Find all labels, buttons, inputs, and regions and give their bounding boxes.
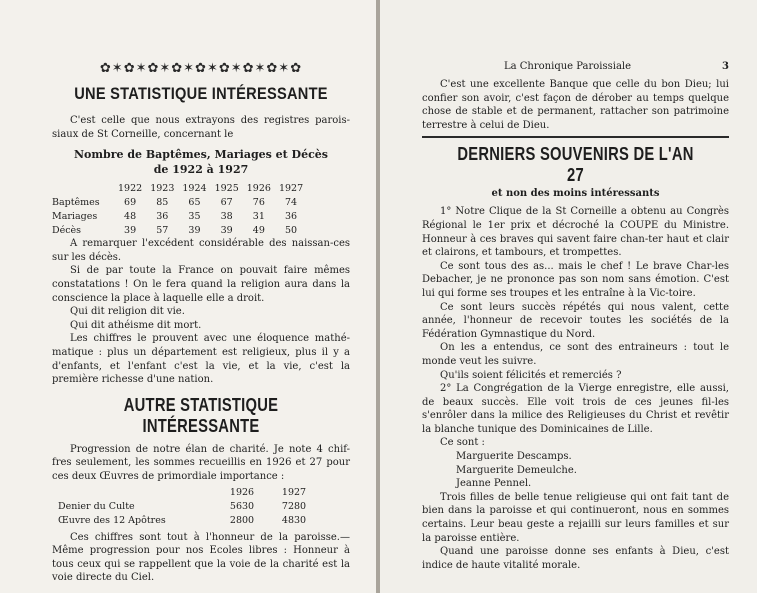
stat-title-line1: Nombre de Baptêmes, Mariages et Décès — [73, 148, 328, 162]
value-cell: 50 — [284, 224, 298, 236]
value-cell: 31 — [252, 210, 265, 222]
paragraph-atheisme: Qui dit athéisme dit mort. — [70, 319, 202, 331]
value-cell: 7280 — [281, 501, 307, 512]
subheading: et non des moins intéressants — [491, 188, 660, 200]
value-cell: 76 — [252, 196, 265, 208]
value-cell: 67 — [220, 196, 233, 208]
year-cell: 1927 — [281, 487, 307, 498]
paragraph-chiffres: Les chiffres le prouvent avec une éloquence mathé-matique : plus un département est religieux, plus il y a d'enfants, et l'enfant c'est la vie, et la vie, c'est la première richesse d'une nation. — [52, 333, 350, 386]
value-cell: 69 — [124, 196, 137, 208]
left-page — [0, 0, 376, 593]
value-cell: 85 — [156, 196, 169, 208]
year-cell: 1925 — [214, 182, 239, 194]
name-item: Marguerite Demeulche. — [456, 464, 577, 476]
stat-table-title — [52, 147, 350, 177]
value-cell: 36 — [284, 210, 298, 222]
right-page — [380, 0, 757, 593]
ornament-border: ✿✶✿✶✿✶✿✶✿✶✿✶✿✶✿✶✿ — [99, 61, 303, 76]
paragraph-excedent: A remarquer l'excédent considérable des naissan-ces sur les décès. — [52, 238, 350, 263]
name-item: Jeanne Pennel. — [456, 478, 532, 490]
year-cell: 1923 — [150, 182, 175, 194]
paragraph-clique: 1° Notre Clique de la St Corneille a obtenu au Congrès Régional le 1er prix et décroché la COUPE du Ministre. Honneur à ces braves qui savent faire chan-ter haut et clair et clairons, et tambours, et trompettes. — [422, 206, 729, 259]
stats-header-row — [52, 181, 307, 195]
row-label: Baptêmes — [52, 196, 100, 208]
paragraph-felicites: Qu'ils soient félicités et remerciés ? — [440, 369, 622, 381]
paragraph-progression: Progression de notre élan de charité. Je note 4 chif-fres seulement, les sommes recueillis en 1926 et 27 pour ces deux Œuvres de primordiale importance : — [52, 443, 350, 482]
stats-table — [52, 181, 307, 237]
stat-title-line2: de 1922 à 1927 — [153, 163, 249, 177]
intro-paragraph: C'est celle que nous extrayons des registres parois-siaux de St Corneille, concernant le — [52, 115, 350, 140]
paragraph-congregation: 2° La Congrégation de la Vierge enregistre, elle aussi, de beaux succès. Elle voit trois de ces jeunes fil-les s'enrôler dans la milice des Religieuses du Christ et revêtir la blanche tunique des Dominicaines de Lille. — [422, 383, 729, 435]
value-cell: 2800 — [229, 515, 255, 526]
page-number: 3 — [722, 61, 729, 72]
charity-header-row — [58, 486, 320, 500]
charity-table — [58, 486, 320, 528]
paragraph-entraineurs: On les a entendus, ce sont des entraineurs : tout le monde veut les suivre. — [422, 342, 729, 367]
heading-autre-statistique: AUTRE STATISTIQUE INTÉRESSANTE — [123, 394, 279, 436]
paragraph-religion: Qui dit religion dit vie. — [70, 306, 185, 318]
year-cell: 1924 — [182, 182, 207, 194]
heading-statistique: UNE STATISTIQUE INTÉRESSANTE — [74, 84, 328, 103]
value-cell: 48 — [124, 210, 137, 222]
year-cell: 1927 — [278, 182, 304, 194]
value-cell: 39 — [124, 224, 137, 236]
paragraph-vitalite: Quand une paroisse donne ses enfants à Dieu, c'est indice de haute vitalité morale. — [422, 546, 729, 571]
paragraph-conclusion: Ces chiffres sont tout à l'honneur de la paroisse.— Même progression pour nos Ecoles libres : Honneur à tous ceux qui se rappellent que la voie de la charité est la voie directe du Ciel. — [52, 531, 350, 584]
row-label: Œuvre des 12 Apôtres — [58, 515, 166, 526]
running-title: La Chronique Paroissiale — [504, 61, 632, 72]
row-label: Denier du Culte — [58, 501, 135, 512]
row-label: Mariages — [52, 210, 98, 222]
value-cell: 49 — [252, 224, 265, 236]
stats-row-baptemes — [52, 195, 307, 209]
paragraph-banque: C'est une excellente Banque que celle du bon Dieu; lui confier son avoir, c'est façon de dérober au temps quelque chose de stable et de permanent, rattacher son patrimoine terrestre à celui de Dieu. — [422, 79, 729, 131]
value-cell: 57 — [156, 224, 169, 236]
paragraph-trois-filles: Trois filles de belle tenue religieuse qui ont fait tant de bien dans la paroisse et qui continueront, nous en sommes certains. Leur beau geste a rejailli sur leurs familles et sur la paroisse entière. — [422, 491, 729, 544]
heading-derniers-souvenirs: DERNIERS SOUVENIRS DE L'AN 27 — [457, 144, 694, 186]
charity-row-oeuvre — [58, 514, 320, 528]
value-cell: 36 — [156, 210, 169, 222]
year-cell: 1922 — [118, 182, 143, 194]
value-cell: 39 — [188, 224, 201, 236]
running-header — [422, 60, 729, 74]
paragraph-chef: Ce sont tous des as... mais le chef ! Le brave Char-les Debacher, je ne prononce pas son nom sans émotion. C'est lui qui forme ses troupes et les entraîne à la Vic-toire. — [422, 260, 729, 299]
year-cell: 1926 — [246, 182, 271, 194]
value-cell: 5630 — [229, 501, 255, 512]
divider — [422, 136, 729, 138]
value-cell: 35 — [188, 210, 201, 222]
value-cell: 74 — [284, 196, 298, 208]
value-cell: 4830 — [281, 515, 307, 526]
stats-row-mariages — [52, 209, 307, 223]
paragraph-france: Si de par toute la France on pouvait faire mêmes constatations ! On le fera quand la religion aura dans la conscience la place à laquelle elle a droit. — [52, 265, 350, 304]
value-cell: 65 — [188, 196, 201, 208]
value-cell: 39 — [220, 224, 233, 236]
value-cell: 38 — [220, 210, 233, 222]
name-item: Marguerite Descamps. — [456, 451, 572, 463]
stats-row-deces — [52, 223, 307, 237]
ce-sont-label: Ce sont : — [440, 437, 485, 449]
year-cell: 1926 — [229, 487, 255, 498]
paragraph-succes: Ce sont leurs succès répétés qui nous valent, cette année, l'honneur de recevoir toutes les sociétés de la Fédération Gymnastique du Nord. — [422, 301, 729, 340]
charity-row-denier — [58, 500, 320, 514]
row-label: Décès — [52, 224, 82, 236]
